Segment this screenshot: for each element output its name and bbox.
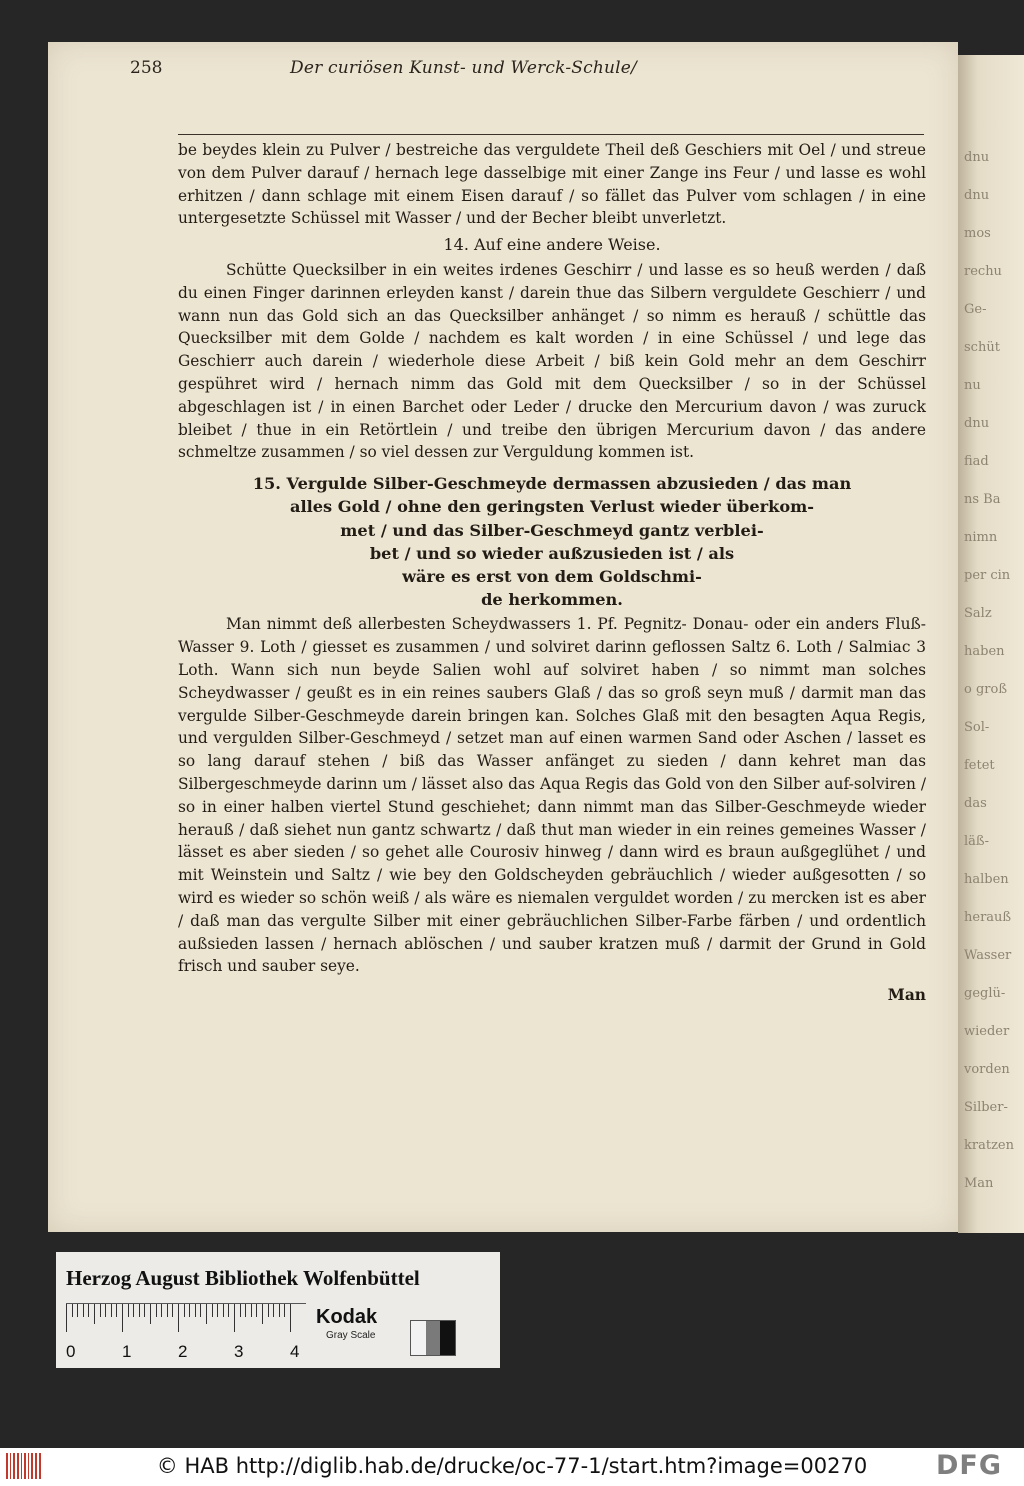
catchword: Man [887,986,926,1005]
facing-page-fragment: wieder [964,1024,1010,1039]
ruler-tick [212,1304,213,1317]
ruler-tick [167,1304,168,1317]
facing-page-fragment: per cin [964,568,1011,583]
ruler-tick [111,1304,112,1317]
facing-page-edge [958,55,1024,1233]
ruler-number: 0 [66,1342,76,1361]
ruler-tick [279,1304,280,1317]
ruler-tick [72,1304,73,1317]
ruler-tick [128,1304,129,1317]
swatch [440,1321,455,1355]
facing-page-fragment: Silber- [964,1100,1008,1115]
section-15-line: bet / und so wieder außzusieden ist / als [369,543,735,563]
facing-page-fragment: o groß [964,682,1008,697]
ruler-tick [122,1304,123,1332]
ruler-tick [273,1304,274,1317]
paragraph-continued: be beydes klein zu Pulver / bestreiche das verguldete Theil deß Geschiers mit Oel / und streue von dem Pulver darauf / hernach lege dasselbige mit einer Zange ins Feur / und lasse es wohl erhitzen / dann schlage mit einem Eisen darauf / so fället das Pulver vom schlagen / in eine untergesetzte Schüssel mit Wasser / und der Becher bleibt unverletzt. [178,141,926,228]
facing-page-fragment: das [964,796,987,811]
facing-page-fragment: läß- [964,834,989,849]
section-14-text: Schütte Quecksilber in ein weites irdenes Geschirr / und lasse es so heuß werden / daß du einen Finger darinnen erleyden kanst / darein thue das Silbern verguldete Geschierr / und wann nun das Gold sich an das Quecksilber anhänget / so nimm es herauß / schüttle das Quecksilber mit dem Golde / nachdem es kalt worden / in eine Schüssel / und lege das Geschierr auch darein / wiederhole diese Arbeit / biß kein Gold mehr an dem Geschirr gespühret wird / hernach nimm das Gold mit dem Quecksilber / so in der Schüssel abgeschlagen ist / in einen Barchet oder Leder / drucke den Mercurium davon / was zuruck bleibet / thue in ein Retörtlein / und treibe den übrigen Mercurium davon / das andere schmeltze zusammen / so viel dessen zur Verguldung kommen ist. [178,260,926,462]
facing-page-fragment: vorden [964,1062,1010,1077]
facing-page-fragment: ns Ba [964,492,1001,507]
facing-page-fragment: Sol- [964,720,990,735]
ruler-number: 3 [234,1342,244,1361]
ruler-tick [240,1304,241,1317]
facing-page-fragment: nu [964,378,981,393]
section-14-heading: 14. Auf eine andere Weise. [443,235,661,255]
ruler-tick [116,1304,117,1317]
section-15-line: 15. Verguldе Silber-Geschmeyde dermassen abzusieden / das man [252,474,852,494]
facing-page-fragment: nimn [964,530,998,545]
ruler-tick [290,1304,291,1332]
ruler-number: 4 [290,1342,300,1361]
facing-page-fragment: rechu [964,264,1002,279]
ruler-tick [139,1304,140,1317]
ruler-tick [200,1304,201,1317]
swatch [411,1321,426,1355]
ruler-tick [83,1304,84,1317]
page-number: 258 [130,58,163,78]
facing-page-fragment: haben [964,644,1005,659]
facing-page-fragment: Ge- [964,302,987,317]
section-15-heading [178,472,926,611]
ruler-tick [94,1304,95,1324]
ruler-tick [256,1304,257,1317]
ruler-tick [133,1304,134,1317]
ruler-tick [172,1304,173,1317]
ruler-number: 2 [178,1342,188,1361]
ruler-tick [144,1304,145,1317]
ruler-tick [150,1304,151,1324]
ruler-tick [251,1304,252,1317]
section-15-text: Man nimmt deß allerbesten Scheydwassers 1. Pf. Pegnitz- Donau- oder ein anders Fluß-Wasser 9. Loth / giesset es zusammen / und solviret darinn geflossen Saltz 6. Loth / Salmiac 3 Loth. Wann sich nun beyde Salien wohl auf solviret haben / so nimmt man solches Scheydwasser / geußt es in ein reines saubers Glaß / das so groß seyn muß / darmit man das verguldе Silber-Geschmeyde darein bringen kan. Solches Glaß mit den besagten Aqua Regis, und verguldеn Silber-Geschmeyd / setzet man auf einen warmen Sand oder Aschen / lasset es so lang darauf stehen / biß das Wasser anfänget zu sieden / dann kehret man das Silbergeschmeyde darinn um / lässet also das Aqua Regis das Gold von den Silber auf-solviren / so in einer halben viertel Stund geschiehet; dann nimmt man das Silber-Geschmeyde wieder herauß / daß siehet nun gantz schwartz / daß thut man wieder in ein reines gemeines Wasser / lässet es aber sieden / so gehet alle Courosiv hinweg / dann wird es braun außgeglühet / und mit Weinstein und Saltz / wie bey den Goldscheyden gebräuchlich / wieder außgesotten / so wird es wieder so schön weiß / als wäre es niemalen verguldet worden / zu mercken ist es aber / daß man das vergulte Silber mit einer gebräuchlichen Silber-Farbe färben / und ordentlich außsieden lassen / hernach ablöschen / und sauber kratzen muß / darmit der Grund in Gold frisch und sauber seye. [178,615,926,976]
ruler-tick [88,1304,89,1317]
section-15-line: alles Gold / ohne den geringsten Verlust wieder überkom- [289,497,815,517]
facing-page-fragment: fiad [964,454,989,469]
ruler-tick [66,1304,67,1332]
section-15-line: met / und das Silber-Geschmeyd gantz verblei- [340,520,764,540]
ruler-tick [184,1304,185,1317]
facing-page-fragment: kratzen [964,1138,1014,1153]
facing-page-fragment: dnu [964,416,990,431]
header-rule [178,134,924,135]
facing-page-fragment: herauß [964,910,1012,925]
swatch [426,1321,441,1355]
facing-page-fragment: fetet [964,758,995,773]
library-name: Herzog August Bibliothek Wolfenbüttel [66,1266,420,1290]
ruler-tick [100,1304,101,1317]
kodak-logo: Kodak [316,1306,378,1328]
ruler-tick [268,1304,269,1317]
facing-page-fragment: Wasser [964,948,1012,963]
dfg-logo: DFG [936,1450,1003,1481]
ruler-tick [189,1304,190,1317]
ruler-tick [284,1304,285,1317]
facing-page-fragment: Man [964,1176,994,1191]
ruler-tick [234,1304,235,1332]
source-url[interactable]: © HAB http://diglib.hab.de/drucke/oc-77-1/start.htm?image=00270 [156,1454,868,1478]
ruler-tick [195,1304,196,1317]
ruler-tick [262,1304,263,1324]
facing-page-fragment: mos [964,226,991,241]
ruler-tick [156,1304,157,1317]
ruler-tick [228,1304,229,1317]
running-title: Der curiösen Kunst- und Werck-Schule/ [290,58,637,78]
ruler-tick [77,1304,78,1317]
page-body [178,139,926,1007]
ruler-tick [161,1304,162,1317]
facing-page-fragment: dnu [964,150,990,165]
ruler-scale [66,1303,306,1332]
facing-page-fragment: geglü- [964,986,1006,1001]
gray-swatches [410,1320,456,1356]
ruler-tick [245,1304,246,1317]
ruler-number: 1 [122,1342,132,1361]
facing-page-fragment: schüt [964,340,1000,355]
section-15-line: wäre es erst von dem Goldschmi- [402,566,702,586]
facing-page-fragment: dnu [964,188,990,203]
ruler-tick [178,1304,179,1332]
facing-page-fragment: halben [964,872,1009,887]
section-15-line: de herkommen. [481,590,623,610]
gray-scale-label: Gray Scale [326,1330,376,1341]
ruler-tick [217,1304,218,1317]
facing-page-fragment: Salz [964,606,992,621]
ruler-tick [105,1304,106,1317]
ruler-tick [206,1304,207,1324]
ruler-tick [223,1304,224,1317]
